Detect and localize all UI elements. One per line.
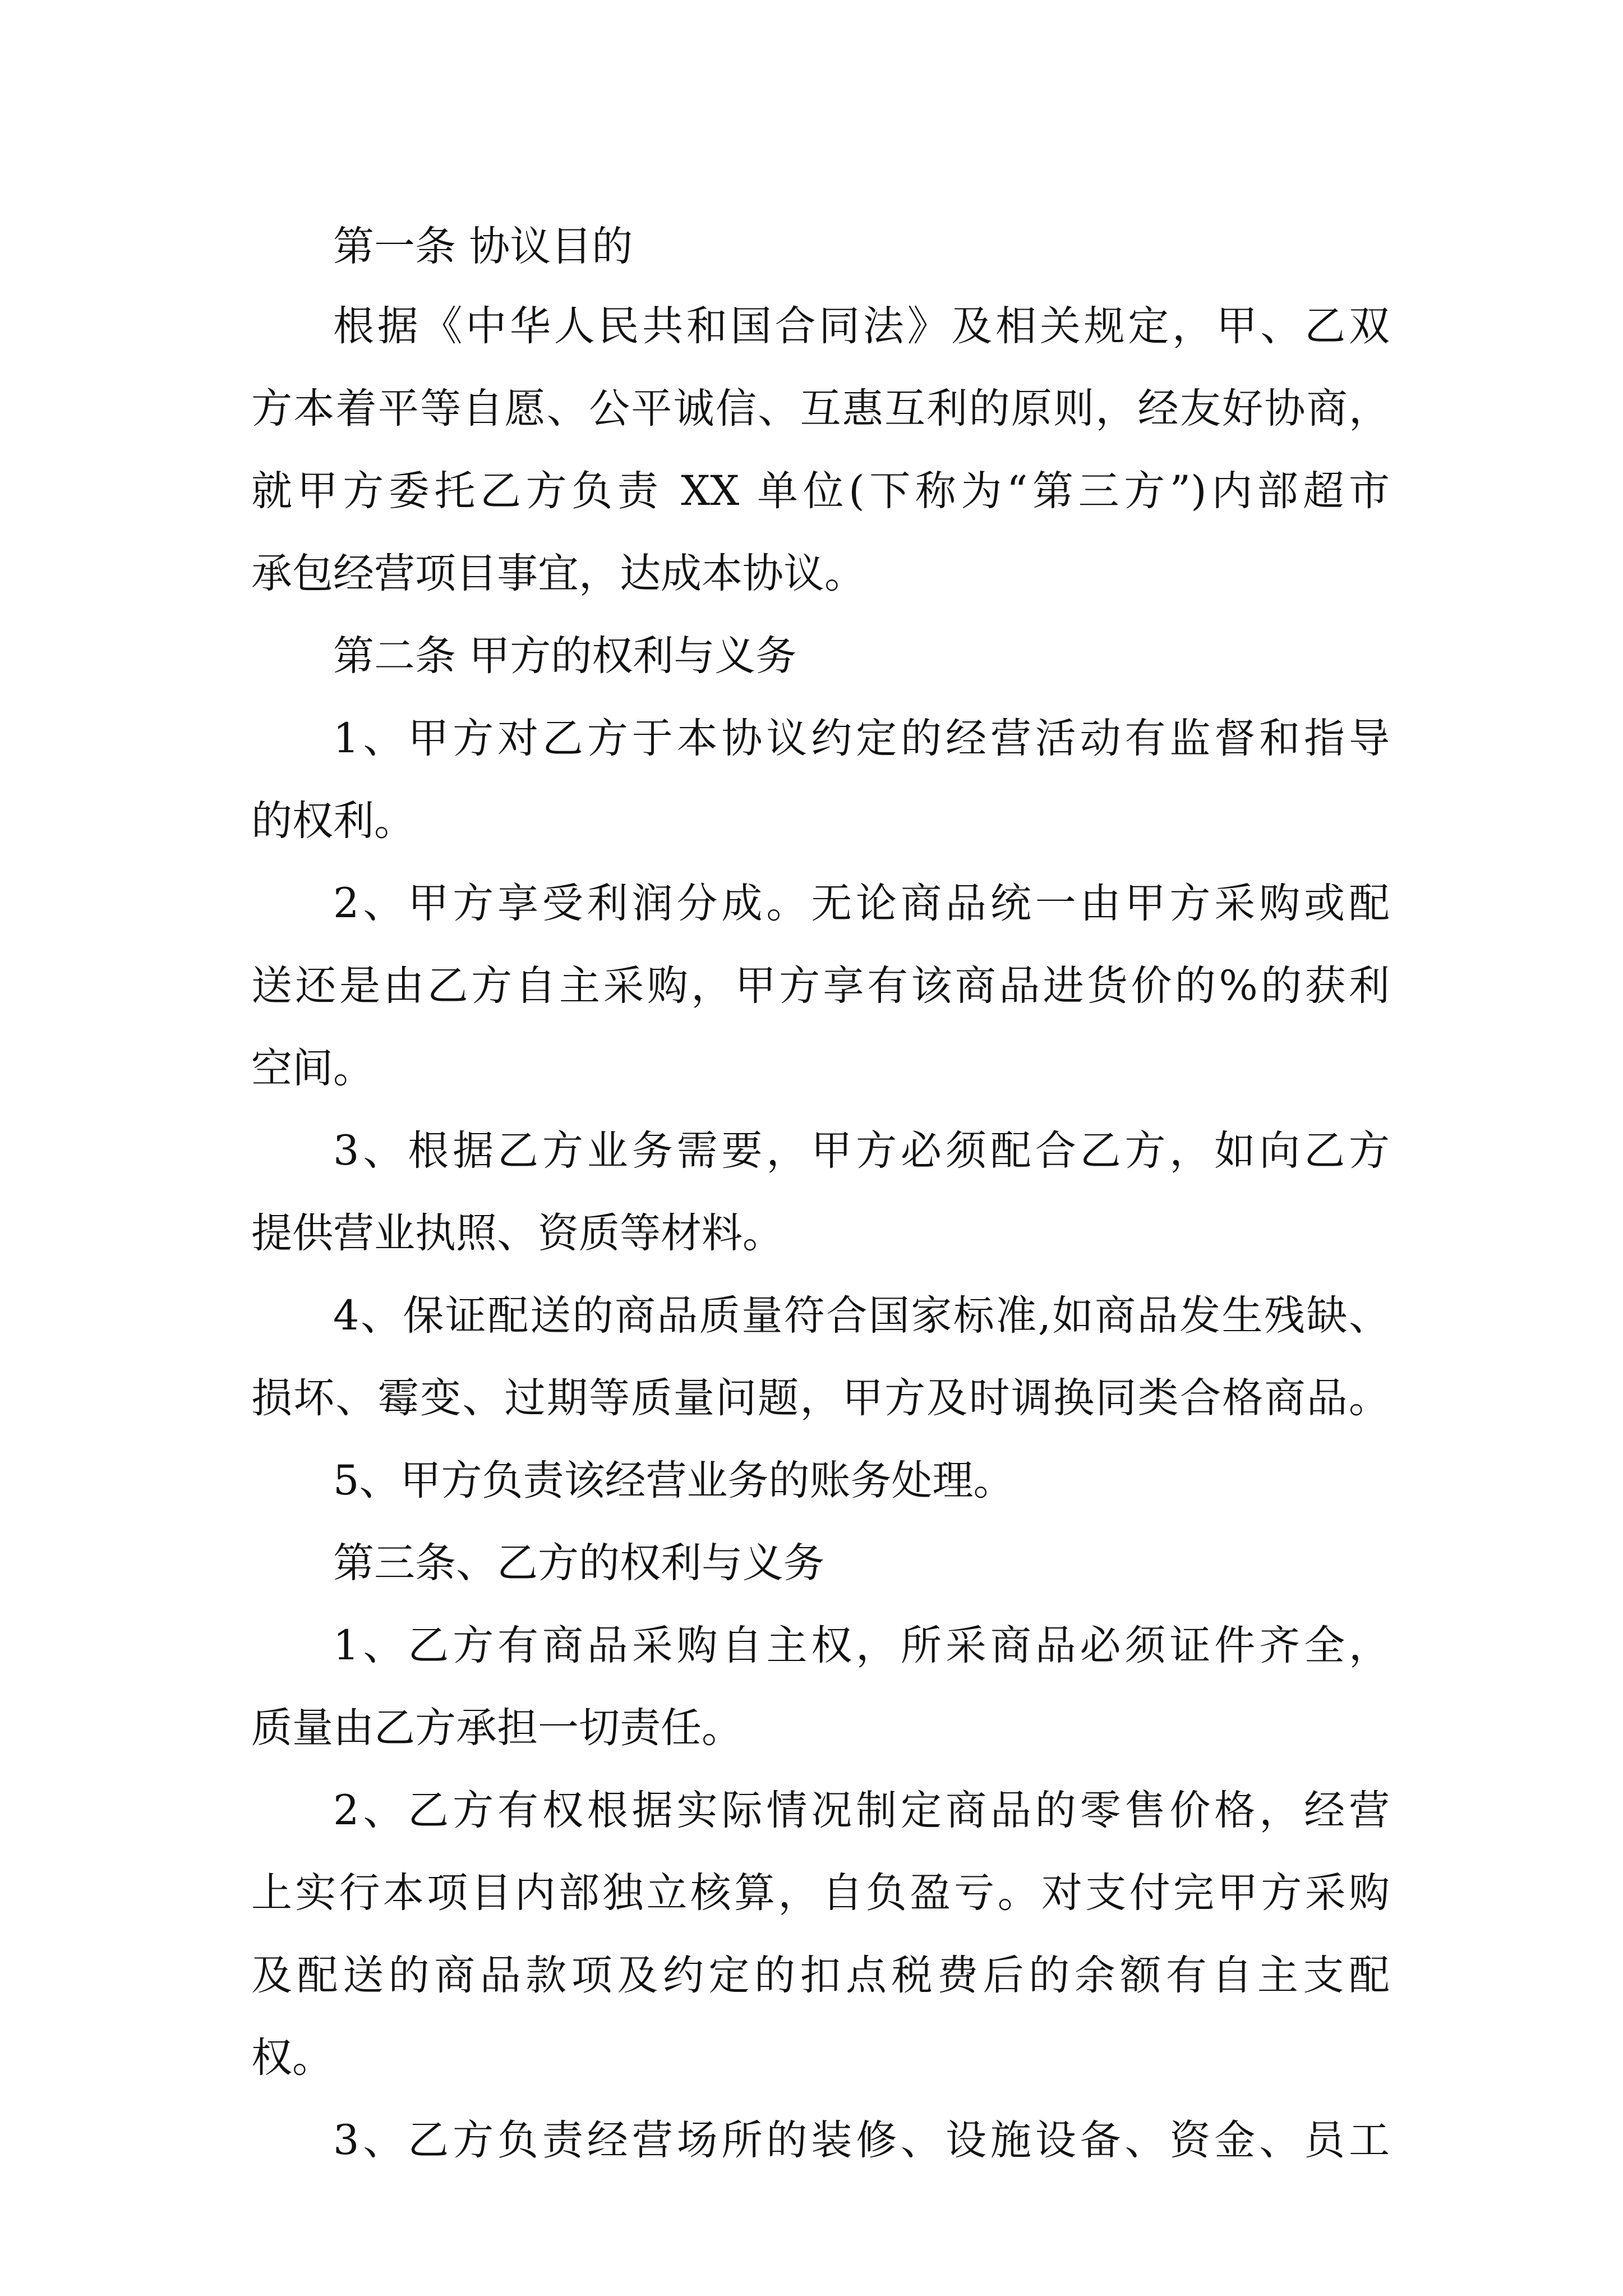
paragraph-line: 上实行本项目内部独立核算，自负盈亏。对支付完甲方采购 <box>251 1869 1390 1917</box>
paragraph-line: 2、乙方有权根据实际情况制定商品的零售价格，经营 <box>333 1787 1390 1834</box>
paragraph-line: 送还是由乙方自主采购，甲方享有该商品进货价的%的获利 <box>251 962 1390 1010</box>
paragraph-line: 承包经营项目事宜，达成本协议。 <box>251 550 865 597</box>
section-heading-article-1: 第一条 协议目的 <box>333 223 633 270</box>
paragraph-line: 空间。 <box>251 1045 374 1092</box>
paragraph-line: 2、甲方享受利润分成。无论商品统一由甲方采购或配 <box>333 880 1390 927</box>
section-heading-article-2: 第二条 甲方的权利与义务 <box>333 632 797 680</box>
paragraph-line: 损坏、霉变、过期等质量问题，甲方及时调换同类合格商品。 <box>251 1374 1390 1422</box>
paragraph-line: 3、根据乙方业务需要，甲方必须配合乙方，如向乙方 <box>333 1127 1390 1175</box>
section-heading-article-3: 第三条、乙方的权利与义务 <box>333 1539 824 1587</box>
paragraph-line: 提供营业执照、资质等材料。 <box>251 1209 783 1257</box>
paragraph-line: 根据《中华人民共和国合同法》及相关规定，甲、乙双 <box>333 302 1390 350</box>
paragraph-line: 权。 <box>251 2034 333 2082</box>
paragraph-line: 的权利。 <box>251 797 415 845</box>
paragraph-line: 就甲方委托乙方负责 XX 单位(下称为“第三方”)内部超市 <box>251 467 1390 515</box>
paragraph-line: 及配送的商品款项及约定的扣点税费后的余额有自主支配 <box>251 1952 1390 1999</box>
paragraph-line: 5、甲方负责该经营业务的账务处理。 <box>333 1457 1015 1504</box>
paragraph-line: 1、甲方对乙方于本协议约定的经营活动有监督和指导 <box>333 715 1390 762</box>
paragraph-line: 3、乙方负责经营场所的装修、设施设备、资金、员工 <box>333 2116 1390 2164</box>
paragraph-line: 质量由乙方承担一切责任。 <box>251 1704 743 1752</box>
paragraph-line: 1、乙方有商品采购自主权，所采商品必须证件齐全， <box>333 1622 1390 1669</box>
paragraph-line: 方本着平等自愿、公平诚信、互惠互利的原则，经友好协商， <box>251 385 1390 432</box>
paragraph-line: 4、保证配送的商品质量符合国家标准,如商品发生残缺、 <box>333 1292 1390 1340</box>
